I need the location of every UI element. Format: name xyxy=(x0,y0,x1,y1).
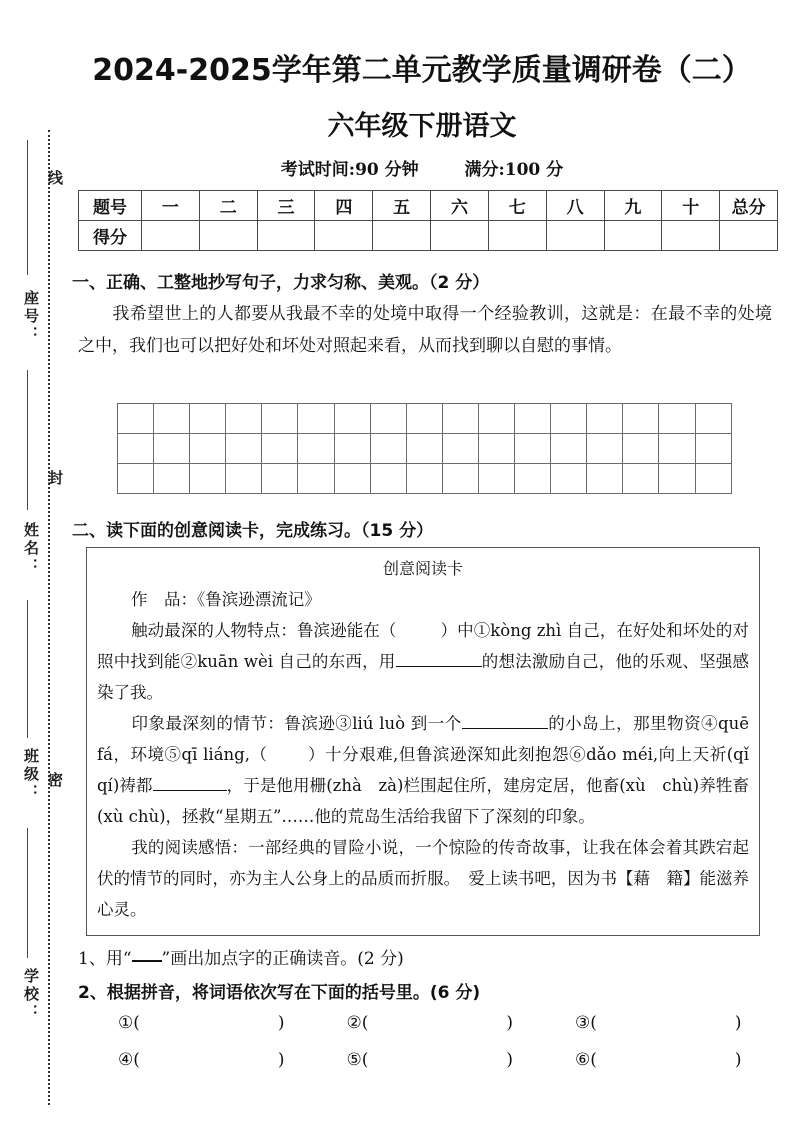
exam-meta xyxy=(72,155,772,180)
writing-grid-row[interactable] xyxy=(118,404,732,434)
exam-time: 考试时间:90 分钟 xyxy=(280,160,419,180)
score-table-col-9: 九 xyxy=(604,191,662,221)
writing-cell[interactable] xyxy=(695,434,731,464)
writing-cell[interactable] xyxy=(262,464,298,494)
writing-cell[interactable] xyxy=(587,434,623,464)
writing-cell[interactable] xyxy=(118,404,154,434)
card-work-value: 《鲁滨逊漂流记》 xyxy=(197,590,321,609)
score-table-col-10: 十 xyxy=(662,191,720,221)
writing-cell[interactable] xyxy=(190,404,226,434)
answer-slot-2-close: ) xyxy=(506,1013,514,1033)
writing-cell[interactable] xyxy=(515,434,551,464)
score-cell-4[interactable] xyxy=(315,221,373,251)
plot-blank-underline-1[interactable] xyxy=(462,728,548,729)
seal-char-mi: 密 xyxy=(46,772,64,788)
writing-grid-row[interactable] xyxy=(118,434,732,464)
answer-slot-5-open: ⑤( xyxy=(346,1050,369,1070)
card-insight-label: 我的阅读感悟： xyxy=(131,838,249,857)
writing-cell[interactable] xyxy=(551,434,587,464)
score-cell-9[interactable] xyxy=(604,221,662,251)
writing-cell[interactable] xyxy=(334,434,370,464)
score-cell-10[interactable] xyxy=(662,221,720,251)
writing-cell[interactable] xyxy=(226,404,262,434)
writing-cell[interactable] xyxy=(262,404,298,434)
copy-writing-grid[interactable] xyxy=(117,403,732,494)
answer-slot-4-close: ) xyxy=(277,1050,285,1070)
score-table-label-score: 得分 xyxy=(79,221,142,251)
writing-cell[interactable] xyxy=(370,404,406,434)
plot-blank-underline-2[interactable] xyxy=(153,790,227,791)
score-cell-1[interactable] xyxy=(142,221,200,251)
field-rule-seat-number xyxy=(27,140,28,275)
score-cell-8[interactable] xyxy=(546,221,604,251)
writing-cell[interactable] xyxy=(551,464,587,494)
field-label-class: 班级： xyxy=(22,748,40,802)
writing-cell[interactable] xyxy=(442,434,478,464)
writing-cell[interactable] xyxy=(262,434,298,464)
score-table-col-1: 一 xyxy=(142,191,200,221)
sub-question-1-text-b: ”画出加点字的正确读音。(2 分) xyxy=(161,949,404,969)
answer-slot-6-open: ⑥( xyxy=(575,1050,597,1070)
field-rule-school xyxy=(27,828,28,958)
sub-question-2 xyxy=(78,978,480,1003)
creative-reading-card xyxy=(86,547,766,936)
writing-cell[interactable] xyxy=(659,434,695,464)
score-cell-total[interactable] xyxy=(720,221,778,251)
seal-sidebar xyxy=(0,0,72,1122)
card-work-label: 作 品： xyxy=(131,590,197,609)
writing-cell[interactable] xyxy=(406,404,442,434)
seal-char-feng: 封 xyxy=(46,470,64,486)
writing-cell[interactable] xyxy=(298,404,334,434)
answer-slot-2-open: ②( xyxy=(346,1013,369,1033)
writing-cell[interactable] xyxy=(334,464,370,494)
section-one-heading: 一、正确、工整地抄写句子，力求匀称、美观。（2 分） xyxy=(72,273,490,293)
score-table-col-5: 五 xyxy=(373,191,431,221)
underline-mark-icon xyxy=(132,960,162,962)
answer-slot-1-close: ) xyxy=(277,1013,285,1033)
writing-cell[interactable] xyxy=(370,434,406,464)
writing-cell[interactable] xyxy=(695,404,731,434)
answer-row-2 xyxy=(118,1050,742,1070)
writing-cell[interactable] xyxy=(478,464,514,494)
card-trait-part2: ）中①kòng zhì 自己，在好处和坏处的对照中找到能②kuān wèi 自己的东西，用 xyxy=(97,621,750,671)
score-cell-3[interactable] xyxy=(257,221,315,251)
writing-cell[interactable] xyxy=(406,434,442,464)
writing-cell[interactable] xyxy=(370,464,406,494)
full-score: 满分:100 分 xyxy=(464,160,564,180)
card-plot-label: 印象最深刻的情节： xyxy=(131,714,285,733)
answer-slot-3-close: ) xyxy=(734,1013,742,1033)
score-table-label-question: 题号 xyxy=(79,191,142,221)
card-trait-part1: 鲁滨逊能在（ xyxy=(296,621,397,640)
score-cell-5[interactable] xyxy=(373,221,431,251)
sub-question-1 xyxy=(78,944,404,969)
score-table xyxy=(78,190,778,251)
card-plot-part2: 的小岛上，那里物资④quē fá，环境⑤qī liáng,（ xyxy=(97,714,749,764)
card-title: 创意阅读卡 xyxy=(382,559,463,578)
writing-cell[interactable] xyxy=(118,464,154,494)
trait-blank-underline[interactable] xyxy=(396,666,482,667)
writing-cell[interactable] xyxy=(659,464,695,494)
writing-cell[interactable] xyxy=(587,464,623,494)
writing-cell[interactable] xyxy=(298,464,334,494)
score-table-col-4: 四 xyxy=(315,191,373,221)
writing-cell[interactable] xyxy=(587,404,623,434)
card-work-line xyxy=(97,584,749,615)
score-table-col-3: 三 xyxy=(257,191,315,221)
writing-cell[interactable] xyxy=(478,434,514,464)
table-row-scores xyxy=(79,221,778,251)
score-table-col-total: 总分 xyxy=(720,191,778,221)
writing-cell[interactable] xyxy=(551,404,587,434)
field-label-school: 学校： xyxy=(22,968,40,1022)
writing-cell[interactable] xyxy=(515,464,551,494)
card-trait-part3: 的想法激励自己，他的乐观、坚强感染了我。 xyxy=(97,652,749,702)
writing-grid-row[interactable] xyxy=(118,464,732,494)
answer-slot-5-close: ) xyxy=(506,1050,514,1070)
page-subtitle: 六年级下册语文 xyxy=(327,111,517,142)
writing-cell[interactable] xyxy=(118,434,154,464)
answer-slot-3-open: ③( xyxy=(575,1013,597,1033)
writing-cell[interactable] xyxy=(190,434,226,464)
score-table-col-6: 六 xyxy=(431,191,489,221)
field-rule-class xyxy=(27,600,28,738)
writing-cell[interactable] xyxy=(695,464,731,494)
writing-cell[interactable] xyxy=(623,464,659,494)
writing-cell[interactable] xyxy=(659,404,695,434)
card-insight-line xyxy=(97,832,749,925)
score-table-col-7: 七 xyxy=(488,191,546,221)
writing-cell[interactable] xyxy=(478,404,514,434)
field-label-name: 姓名： xyxy=(22,522,40,576)
exam-paper-body xyxy=(72,0,793,1122)
seal-dotted-line xyxy=(48,130,50,1105)
sub-question-2-number: 2、 xyxy=(78,983,107,1003)
writing-cell[interactable] xyxy=(515,404,551,434)
answer-slot-1-open: ①( xyxy=(118,1013,140,1033)
card-plot-part1: 鲁滨逊③liú luò 到一个 xyxy=(284,714,462,733)
card-insight-text: 一部经典的冒险小说，一个惊险的传奇故事，让我在体会着其跌宕起伏的情节的同时，亦为主人公身上的品质而折服。 爱上读书吧，因为书【藉 籍】能滋养心灵。 xyxy=(97,838,750,919)
sub-question-2-text: 根据拼音，将词语依次写在下面的括号里。(6 分) xyxy=(106,983,481,1003)
writing-cell[interactable] xyxy=(406,464,442,494)
card-plot-line xyxy=(97,708,766,832)
card-trait-line xyxy=(97,615,749,708)
section-two-heading: 二、读下面的创意阅读卡，完成练习。（15 分） xyxy=(72,521,434,541)
score-table-col-2: 二 xyxy=(199,191,257,221)
writing-cell[interactable] xyxy=(442,404,478,434)
field-rule-name xyxy=(27,370,28,510)
answer-slot-6-close: ) xyxy=(734,1050,742,1070)
writing-cell[interactable] xyxy=(154,404,190,434)
score-table-col-8: 八 xyxy=(546,191,604,221)
field-label-seat-number: 座号： xyxy=(22,290,40,344)
writing-cell[interactable] xyxy=(623,404,659,434)
seal-char-xian: 线 xyxy=(46,170,64,186)
score-cell-2[interactable] xyxy=(199,221,257,251)
writing-cell[interactable] xyxy=(226,464,262,494)
writing-cell[interactable] xyxy=(154,464,190,494)
card-plot-part4: ，于是他用栅(zhà zà)栏围起住所，建房定居，他畜(xù chù)养牲畜(xù chù)，拯救“星期五”……他的荒岛生活给我留下了深刻的印象。 xyxy=(97,776,749,826)
writing-cell[interactable] xyxy=(226,434,262,464)
writing-cell[interactable] xyxy=(623,434,659,464)
sub-question-1-text-a: 用“ xyxy=(105,949,132,969)
page-title: 2024-2025学年第二单元教学质量调研卷（二） xyxy=(92,53,752,88)
writing-cell[interactable] xyxy=(334,404,370,434)
score-cell-6[interactable] xyxy=(431,221,489,251)
writing-cell[interactable] xyxy=(442,464,478,494)
writing-grid-table[interactable] xyxy=(117,403,732,494)
score-cell-7[interactable] xyxy=(488,221,546,251)
card-plot-part3: ）十分艰难,但鲁滨逊深知此刻抱怨⑥dǎo méi,向上天祈(qǐ qí)祷都 xyxy=(97,745,766,795)
answer-row-1 xyxy=(118,1013,742,1033)
writing-cell[interactable] xyxy=(298,434,334,464)
answer-slot-4-open: ④( xyxy=(118,1050,140,1070)
section-one-passage xyxy=(78,298,772,362)
sub-question-1-number: 1、 xyxy=(78,949,106,969)
section-one-passage-text: 我希望世上的人都要从我最不幸的处境中取得一个经验教训，这就是：在最不幸的处境之中，我们也可以把好处和坏处对照起来看，从而找到聊以自慰的事情。 xyxy=(78,304,772,356)
table-row-question-numbers xyxy=(79,191,778,221)
card-trait-label: 触动最深的人物特点： xyxy=(131,621,297,640)
writing-cell[interactable] xyxy=(190,464,226,494)
writing-cell[interactable] xyxy=(154,434,190,464)
